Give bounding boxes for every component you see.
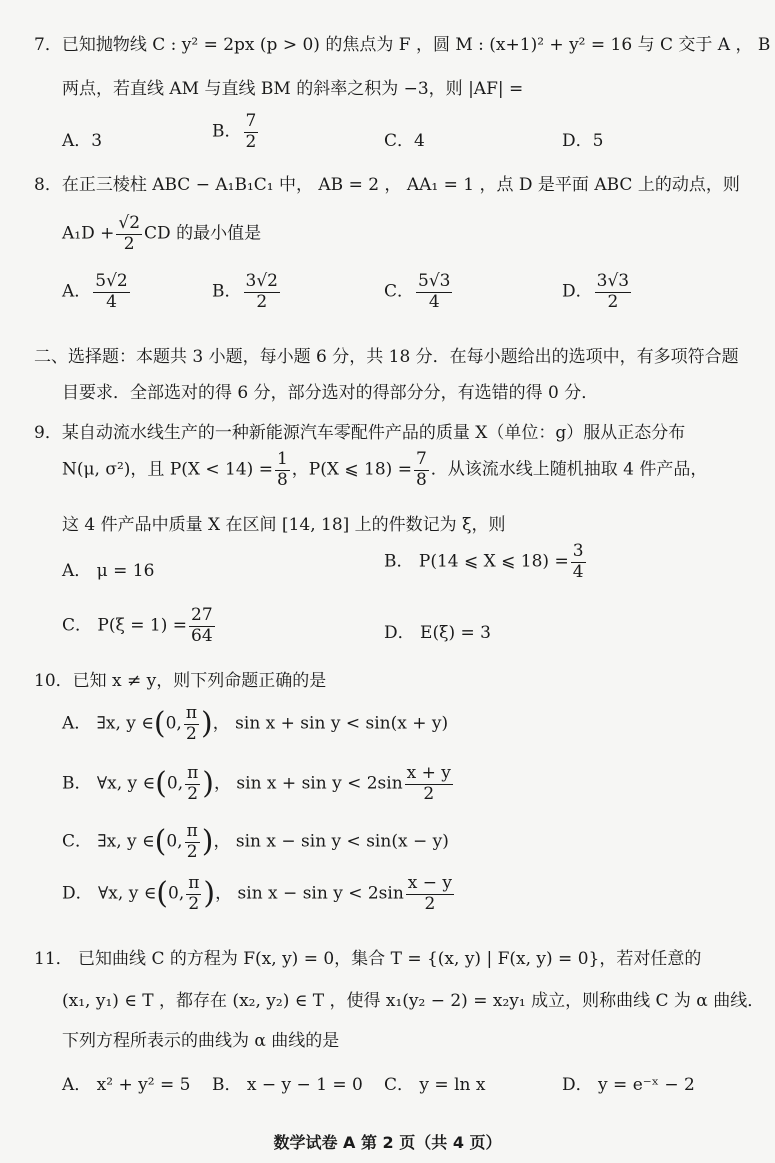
fraction-denominator: 64 — [191, 625, 213, 646]
right-paren: ) — [201, 824, 214, 860]
interval-fraction — [185, 822, 200, 862]
q7-option-b-label: B． — [212, 121, 242, 142]
fraction-numerator: π — [186, 821, 198, 841]
fraction-numerator: 7 — [415, 449, 427, 469]
q8-option-d-label: D． — [562, 281, 593, 302]
q7-line2: 两点，若直线 AM 与直线 BM 的斜率之积为 −3，则 |AF| = — [62, 79, 524, 99]
q10-option-b-fraction — [405, 764, 453, 804]
q8-line1: 8．在正三棱柱 ABC − A₁B₁C₁ 中， AB = 2 ， AA₁ = 1 ，点 D 是平面 ABC 上的动点，则 — [34, 175, 740, 195]
q7-option-a: A．3 — [62, 131, 103, 151]
fraction-numerator: π — [185, 703, 198, 723]
fraction-denominator: 2 — [123, 233, 135, 254]
interval-left: 0, — [166, 831, 183, 852]
fraction-denominator: 2 — [186, 723, 197, 744]
q10-option-d-pre: D． ∀x, y ∈ — [62, 883, 157, 904]
q10-option-a-pre: A． ∃x, y ∈ — [62, 713, 154, 734]
right-paren: ) — [201, 706, 213, 742]
right-paren: ) — [202, 766, 215, 802]
fraction-denominator: 2 — [424, 893, 436, 914]
fraction-denominator: 2 — [187, 783, 199, 804]
q10-option-c — [62, 822, 449, 862]
section2-line2: 目要求．全部选对的得 6 分，部分选对的得部分分，有选错的得 0 分． — [62, 383, 599, 403]
q7-option-b-fraction — [244, 112, 259, 152]
fraction-numerator: 3 — [572, 541, 584, 561]
interval-fraction — [186, 874, 201, 914]
q9-option-d: D． E(ξ) = 3 — [384, 623, 491, 643]
q10-option-b — [62, 764, 455, 804]
q9-option-b — [384, 542, 588, 582]
fraction-denominator: 2 — [256, 291, 268, 312]
fraction-denominator: 8 — [276, 469, 288, 490]
right-paren: ) — [203, 876, 216, 912]
page-footer: 数学试卷 A 第 2 页（共 4 页） — [273, 1133, 502, 1152]
fraction-denominator: 2 — [423, 783, 435, 804]
interval-fraction — [184, 704, 199, 744]
q9-line2-part-a: N(μ, σ²)，且 P(X < 14) = — [62, 459, 273, 480]
fraction-numerator: π — [188, 873, 200, 893]
q8-option-d — [562, 272, 633, 312]
fraction-numerator: x − y — [407, 873, 453, 893]
q9-line2-fraction-1 — [275, 450, 290, 490]
left-paren: ( — [155, 766, 167, 802]
fraction-numerator: x + y — [406, 763, 451, 783]
q11-option-d: D． y = e⁻ˣ − 2 — [562, 1075, 695, 1095]
interval-left: 0, — [168, 883, 185, 904]
q8-line2-pre: A₁D + — [62, 223, 115, 244]
fraction-numerator: 27 — [191, 605, 213, 625]
q9-line2-part-b: ，P(X ⩽ 18) = — [291, 459, 412, 480]
q8-option-a-fraction — [93, 272, 129, 312]
q9-line1: 9．某自动流水线生产的一种新能源汽车零配件产品的质量 X（单位：g）服从正态分布 — [34, 423, 686, 443]
interval-left: 0, — [166, 773, 184, 794]
fraction-numerator: 3√3 — [596, 271, 630, 291]
q9-option-b-fraction — [571, 542, 586, 582]
q10-option-c-post: ， sin x − sin y < sin(x − y) — [213, 831, 449, 852]
fraction-numerator: 5√2 — [95, 271, 128, 291]
q8-line2-fraction — [116, 214, 142, 254]
q7-option-c: C．4 — [384, 131, 425, 151]
q9-option-c-fraction — [189, 606, 215, 646]
q10-line1: 10．已知 x ≠ y，则下列命题正确的是 — [34, 671, 327, 691]
q7-line1: 7．已知抛物线 C : y² = 2px (p > 0) 的焦点为 F ，圆 M : (x+1)² + y² = 16 与 C 交于 A ， B — [34, 35, 771, 55]
q11-line1: 11． 已知曲线 C 的方程为 F(x, y) = 0，集合 T = {(x, y) | F(x, y) = 0}，若对任意的 — [34, 949, 702, 969]
q9-option-c-pre: C． P(ξ = 1) = — [62, 615, 187, 636]
fraction-denominator: 4 — [572, 561, 584, 582]
left-paren: ( — [154, 824, 167, 860]
interval-left: 0, — [165, 713, 182, 734]
fraction-denominator: 2 — [188, 893, 200, 914]
fraction-denominator: 8 — [415, 469, 427, 490]
q8-option-b-fraction — [244, 272, 280, 312]
q7-option-b — [212, 112, 260, 152]
q8-option-d-fraction — [595, 272, 631, 312]
q11-line3: 下列方程所表示的曲线为 α 曲线的是 — [62, 1031, 340, 1051]
q11-option-c: C． y = ln x — [384, 1075, 486, 1095]
left-paren: ( — [156, 876, 168, 912]
q8-option-b — [212, 272, 282, 312]
q11-line2: (x₁, y₁) ∈ T ，都存在 (x₂, y₂) ∈ T ，使得 x₁(y₂ − 2) = x₂y₁ 成立，则称曲线 C 为 α 曲线． — [62, 991, 765, 1011]
q10-option-b-post: ， sin x + sin y < 2sin — [214, 773, 403, 794]
fraction-numerator: 1 — [276, 449, 288, 469]
fraction-denominator: 2 — [186, 841, 198, 862]
q9-option-c — [62, 606, 217, 646]
q7-option-d: D．5 — [562, 131, 604, 151]
q9-line3: 这 4 件产品中质量 X 在区间 [14, 18] 上的件数记为 ξ，则 — [62, 515, 506, 535]
q10-option-a — [62, 704, 448, 744]
q10-option-c-pre: C． ∃x, y ∈ — [62, 831, 155, 852]
q8-option-c — [384, 272, 454, 312]
q8-option-b-label: B． — [212, 281, 242, 302]
fraction-numerator: 3√2 — [245, 271, 278, 291]
q8-option-a — [62, 272, 132, 312]
q8-option-c-fraction — [416, 272, 452, 312]
q8-option-a-label: A． — [62, 281, 92, 302]
fraction-denominator: 4 — [428, 291, 440, 312]
q10-option-d-post: ， sin x − sin y < 2sin — [215, 883, 404, 904]
fraction-numerator: 5√3 — [418, 271, 451, 291]
fraction-numerator: π — [187, 763, 199, 783]
section2-line1: 二、选择题：本题共 3 小题，每小题 6 分，共 18 分．在每小题给出的选项中，有多项符合题 — [34, 347, 739, 367]
fraction-denominator: 4 — [106, 291, 117, 312]
q11-option-b: B． x − y − 1 = 0 — [212, 1075, 363, 1095]
fraction-denominator: 2 — [607, 291, 619, 312]
q8-line2-post: CD 的最小值是 — [144, 223, 262, 244]
q9-line2-fraction-2 — [414, 450, 429, 490]
q8-option-c-label: C． — [384, 281, 415, 302]
fraction-numerator: 7 — [245, 111, 257, 131]
fraction-numerator: √2 — [118, 213, 141, 233]
q9-option-a: A． μ = 16 — [62, 561, 155, 581]
left-paren: ( — [153, 706, 166, 742]
interval-fraction — [185, 764, 200, 804]
q9-option-b-pre: B． P(14 ⩽ X ⩽ 18) = — [384, 551, 569, 572]
q10-option-b-pre: B． ∀x, y ∈ — [62, 773, 156, 794]
q9-line2-part-c: ．从该流水线上随机抽取 4 件产品， — [430, 459, 708, 480]
q10-option-a-post: ， sin x + sin y < sin(x + y) — [212, 713, 449, 734]
q9-line2 — [62, 450, 707, 490]
q11-option-a: A． x² + y² = 5 — [62, 1075, 191, 1095]
q8-line2 — [62, 214, 261, 254]
q10-option-d-fraction — [406, 874, 454, 914]
q10-option-d — [62, 874, 456, 914]
fraction-denominator: 2 — [245, 131, 257, 152]
